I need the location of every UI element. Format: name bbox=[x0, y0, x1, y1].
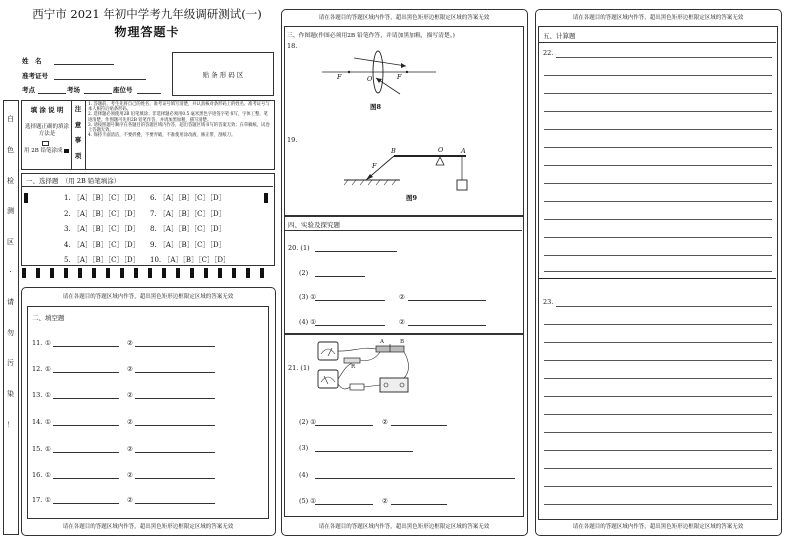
q21-3-label: (3) bbox=[299, 444, 309, 452]
boundary-note-top: 请在各题目的答题区域内作答，超出黑色矩形边框限定区域的答案无效 bbox=[62, 294, 234, 300]
q20-4-b-label: ② bbox=[399, 318, 405, 326]
choice-question[interactable] bbox=[150, 253, 230, 269]
side-char: 污 bbox=[7, 359, 14, 368]
answer-line[interactable] bbox=[544, 486, 772, 487]
bubbles[interactable]: ［A］［B］［C］［D］ bbox=[158, 194, 226, 202]
answer-line[interactable] bbox=[544, 324, 772, 325]
bubbles[interactable]: ［A］［B］［C］［D］ bbox=[72, 209, 140, 218]
answer-line[interactable] bbox=[544, 75, 772, 76]
fill-blank-2[interactable] bbox=[135, 346, 215, 347]
experiment-title: 四、实验及探究题 bbox=[288, 221, 340, 229]
choice-question[interactable] bbox=[150, 191, 230, 207]
timing-bar bbox=[78, 268, 82, 278]
side-char: 测 bbox=[7, 207, 14, 216]
choice-question[interactable] bbox=[64, 238, 140, 254]
q-num: 1. bbox=[64, 194, 71, 202]
exam-title: 西宁市 2021 年初中学考九年级调研测试(一) bbox=[32, 7, 262, 21]
boundary-note-bottom: 请在各题目的答题区域内作答，超出黑色矩形边框限定区域的答案无效 bbox=[572, 524, 744, 530]
hatch bbox=[344, 180, 348, 185]
fill-blank-2[interactable] bbox=[135, 478, 215, 479]
answer-line[interactable] bbox=[556, 57, 772, 58]
timing-bar bbox=[190, 268, 194, 278]
meter-scale-2 bbox=[321, 377, 335, 382]
q21-2-b-label: ② bbox=[382, 418, 388, 426]
resistor bbox=[344, 358, 360, 363]
wire bbox=[364, 385, 380, 387]
q-num: 2. bbox=[64, 209, 71, 218]
meter-bottom bbox=[318, 370, 338, 388]
fill-blank-1-label: ① bbox=[45, 339, 51, 347]
hatch bbox=[392, 180, 396, 185]
timing-bar bbox=[176, 268, 180, 278]
answer-line[interactable] bbox=[544, 468, 772, 469]
name-field[interactable] bbox=[54, 64, 114, 65]
q20-3-label: (3) ① bbox=[299, 293, 317, 301]
fill-blank-1[interactable] bbox=[53, 398, 119, 399]
experiment-section bbox=[284, 215, 524, 335]
hatch bbox=[368, 180, 372, 185]
timing-mark-left bbox=[24, 193, 28, 203]
side-char: 色 bbox=[7, 145, 14, 154]
q20-1-label: 20. (1) bbox=[288, 244, 310, 252]
incident-ray bbox=[354, 58, 406, 66]
bubbles[interactable]: ［A］［B］［C］［D］ bbox=[72, 256, 140, 264]
fill-blank-1-label: ① bbox=[45, 391, 51, 399]
q20-2-blank[interactable] bbox=[315, 276, 365, 277]
answer-line[interactable] bbox=[544, 219, 772, 220]
timing-bar bbox=[92, 268, 96, 278]
fill-text: 选择题正确的填涂方法是 bbox=[24, 124, 69, 137]
notes-char: 注 bbox=[74, 105, 82, 113]
q22-q23-divider bbox=[538, 278, 776, 279]
card-title: 物理答题卡 bbox=[114, 25, 180, 39]
answer-line[interactable] bbox=[544, 255, 772, 256]
fig9-B: B bbox=[391, 147, 396, 155]
q21-3-blank[interactable] bbox=[315, 451, 413, 452]
answer-line[interactable] bbox=[544, 147, 772, 148]
answer-line[interactable] bbox=[544, 183, 772, 184]
answer-line[interactable] bbox=[544, 504, 772, 505]
note-item: 1. 答题前，考生先将自己的姓名、准考证号填写清楚，并认真核对条形码上的姓名、准考证号与本人相符后贴条形码。 bbox=[88, 102, 270, 113]
side-char: 染 bbox=[7, 390, 14, 399]
choice-question[interactable] bbox=[150, 238, 230, 254]
timing-bar bbox=[204, 268, 208, 278]
answer-line[interactable] bbox=[544, 450, 772, 451]
q-num: 10. bbox=[150, 256, 162, 264]
fill-tool: 用 2B 铅笔涂成 bbox=[24, 148, 63, 154]
fill-section-box bbox=[27, 306, 269, 519]
q-num: 3. bbox=[64, 225, 71, 233]
fill-blank-2-label: ② bbox=[127, 339, 133, 347]
q-num: 5. bbox=[64, 256, 71, 264]
q21-4-label: (4) bbox=[299, 471, 309, 479]
barcode-area bbox=[172, 52, 274, 96]
bubbles[interactable]: ［A］［B］［C］［D］ bbox=[72, 240, 140, 249]
q20-4-blank-1[interactable] bbox=[315, 325, 385, 326]
q22-label: 22. bbox=[543, 49, 554, 57]
circuit-diagram bbox=[316, 340, 412, 402]
fill-q-num: 11. bbox=[32, 339, 43, 347]
fill-title: 填 涂 说 明 bbox=[30, 106, 64, 114]
side-char: 勿 bbox=[7, 328, 14, 337]
choice-question[interactable] bbox=[150, 222, 230, 238]
fig8-F-left: F bbox=[337, 73, 342, 81]
wire bbox=[360, 352, 380, 361]
fill-sample-box bbox=[42, 141, 49, 146]
bubbles[interactable]: ［A］［B］［C］［D］ bbox=[163, 256, 231, 264]
q21-5-b-label: ② bbox=[382, 497, 388, 505]
timing-mark-right bbox=[264, 193, 268, 203]
experiment-title-underline bbox=[284, 230, 522, 231]
ray-arrow-2 bbox=[376, 78, 382, 83]
note-item: 2. 选择题必须使用2B 铅笔填涂；非选择题必须用0.5 毫米黑色字迹签字笔书写，字体工整，笔迹清楚。作图题可先用2B 铅笔作答，并请加黑加粗，描写清楚。 bbox=[88, 112, 268, 123]
fill-blank-1[interactable] bbox=[53, 372, 119, 373]
fill-blank-2-label: ② bbox=[127, 471, 133, 479]
figure-9-lever-diagram bbox=[340, 140, 480, 196]
fill-sample-filled bbox=[64, 149, 69, 153]
side-char: ！ bbox=[7, 420, 14, 429]
q21-4-blank[interactable] bbox=[315, 478, 515, 479]
fill-blank-1-label: ① bbox=[45, 496, 51, 504]
hatch bbox=[384, 180, 388, 185]
answer-line[interactable] bbox=[544, 129, 772, 130]
choice-question[interactable] bbox=[64, 207, 140, 223]
boundary-note-bottom: 请在各题目的答题区域内作答，超出黑色矩形边框限定区域的答案无效 bbox=[318, 524, 490, 530]
choice-question[interactable] bbox=[64, 222, 140, 238]
timing-bar bbox=[22, 268, 26, 278]
fill-q-num: 13. bbox=[32, 391, 43, 399]
wire bbox=[338, 363, 352, 379]
notes-char: 项 bbox=[74, 151, 82, 160]
site-field[interactable] bbox=[38, 93, 66, 94]
hatch bbox=[376, 180, 380, 185]
exam-no-label: 准考证号 bbox=[22, 72, 48, 80]
fill-blank-1[interactable] bbox=[53, 478, 119, 479]
meter-top bbox=[318, 342, 338, 360]
q20-4-label: (4) ① bbox=[299, 318, 317, 326]
q18-label: 18. bbox=[287, 42, 298, 50]
boundary-note-bottom: 请在各题目的答题区域内作答，超出黑色矩形边框限定区域的答案无效 bbox=[62, 524, 234, 530]
wire bbox=[338, 348, 376, 351]
notes-title bbox=[73, 104, 83, 160]
q-num: 9. bbox=[150, 240, 157, 249]
side-char: 请 bbox=[7, 297, 14, 306]
instruction-divider bbox=[71, 100, 72, 170]
timing-bar bbox=[120, 268, 124, 278]
q20-1-blank[interactable] bbox=[315, 251, 397, 252]
q-num: 7. bbox=[150, 209, 157, 218]
focus-right bbox=[406, 71, 408, 73]
timing-bar bbox=[36, 268, 40, 278]
meter-scale bbox=[321, 349, 335, 354]
timing-bar bbox=[134, 268, 138, 278]
answer-line[interactable] bbox=[544, 360, 772, 361]
hatch bbox=[352, 180, 356, 185]
calc-title-underline bbox=[538, 42, 776, 43]
bubbles[interactable]: ［A］［B］［C］［D］ bbox=[72, 194, 140, 202]
name-label: 姓 名 bbox=[22, 57, 42, 65]
bubbles[interactable]: ［A］［B］［C］［D］ bbox=[158, 225, 226, 233]
note-item: 4. 保持卡面清洁，不要折叠，不要弄破，不准使用涂改液、修正带、刮纸刀。 bbox=[88, 133, 236, 139]
choice-col-1 bbox=[64, 191, 140, 269]
wire bbox=[404, 352, 409, 378]
timing-bar bbox=[218, 268, 222, 278]
answer-line[interactable] bbox=[544, 93, 772, 94]
fig9-A: A bbox=[461, 147, 466, 155]
fill-q-num: 14. bbox=[32, 418, 43, 426]
q20-2-label: (2) bbox=[299, 269, 309, 277]
calc-section bbox=[538, 26, 778, 520]
bubbles[interactable]: ［A］［B］［C］［D］ bbox=[158, 240, 226, 249]
q21-5-label: (5) ① bbox=[299, 497, 317, 505]
fill-section-title: 二、填空题 bbox=[32, 314, 65, 322]
seat-label: 座位号 bbox=[113, 86, 133, 94]
note-item: 3. 请按照题号顺序在各题目的答题区域内作答，超出答题区域书写的答案无效；在草稿纸、试卷上答题无效。 bbox=[88, 122, 270, 134]
fill-blank-2-label: ② bbox=[127, 391, 133, 399]
q-num: 8. bbox=[150, 225, 157, 233]
bubbles[interactable]: ［A］［B］［C］［D］ bbox=[72, 225, 140, 233]
wire bbox=[338, 384, 350, 389]
timing-bar bbox=[162, 268, 166, 278]
bubbles[interactable]: ［A］［B］［C］［D］ bbox=[158, 209, 226, 218]
calc-title: 五、计算题 bbox=[543, 32, 576, 40]
answer-line[interactable] bbox=[544, 271, 772, 272]
weight-block bbox=[457, 180, 467, 190]
answer-line[interactable] bbox=[556, 306, 772, 307]
answer-line[interactable] bbox=[544, 165, 772, 166]
notes-list bbox=[88, 102, 271, 138]
q21-5-blank-1[interactable] bbox=[315, 504, 373, 505]
site-label: 考点 bbox=[22, 86, 35, 94]
boundary-note-top: 请在各题目的答题区域内作答，超出黑色矩形边框限定区域的答案无效 bbox=[318, 15, 490, 21]
timing-bar bbox=[260, 268, 264, 278]
fill-blank-1[interactable] bbox=[53, 503, 119, 504]
timing-bar bbox=[106, 268, 110, 278]
notes-divider bbox=[85, 100, 86, 170]
drawing-title: 三、作图题(作图必须用2B 铅笔作答，并请加黑加粗，描写清楚。) bbox=[287, 33, 455, 39]
answer-line[interactable] bbox=[544, 342, 772, 343]
choice-title: 一、选择题 （用 2B 铅笔填涂） bbox=[26, 177, 121, 185]
q21-2-label: (2) ① bbox=[299, 418, 317, 426]
fig9-label: 图9 bbox=[406, 194, 418, 202]
q20-4-blank-2[interactable] bbox=[408, 325, 486, 326]
answer-line[interactable] bbox=[544, 414, 772, 415]
fill-blank-2[interactable] bbox=[135, 452, 215, 453]
answer-line[interactable] bbox=[544, 396, 772, 397]
fig9-F: F bbox=[372, 162, 377, 170]
fill-blank-1-label: ① bbox=[45, 471, 51, 479]
notes-char: 意 bbox=[74, 120, 82, 129]
fill-blank-1[interactable] bbox=[53, 452, 119, 453]
q20-3-blank-2[interactable] bbox=[408, 300, 486, 301]
side-char: · bbox=[9, 267, 12, 276]
fill-blank-2[interactable] bbox=[135, 503, 215, 504]
q19-label: 19. bbox=[287, 136, 298, 144]
q21-2-blank-2[interactable] bbox=[391, 425, 447, 426]
fill-blank-2-label: ② bbox=[127, 445, 133, 453]
choice-title-underline bbox=[21, 186, 273, 187]
choice-question[interactable] bbox=[64, 253, 140, 269]
room-field[interactable] bbox=[84, 93, 112, 94]
notes-char: 事 bbox=[74, 136, 82, 145]
timing-bar bbox=[148, 268, 152, 278]
fill-blank-2[interactable] bbox=[135, 398, 215, 399]
circuit-R: R bbox=[351, 364, 356, 370]
side-strip-text bbox=[3, 114, 18, 430]
fig8-O: O bbox=[367, 75, 373, 83]
choice-question[interactable] bbox=[150, 207, 230, 223]
q23-label: 23. bbox=[543, 298, 554, 306]
side-char: 区 bbox=[7, 238, 14, 247]
timing-bar bbox=[50, 268, 54, 278]
timing-bar bbox=[246, 268, 250, 278]
side-char: 白 bbox=[7, 115, 14, 123]
answer-line[interactable] bbox=[544, 237, 772, 238]
boundary-note-top: 请在各题目的答题区域内作答，超出黑色矩形边框限定区域的答案无效 bbox=[572, 15, 744, 21]
side-char: 检 bbox=[7, 176, 14, 185]
fill-blank-2[interactable] bbox=[135, 425, 215, 426]
fill-blank-1[interactable] bbox=[53, 425, 119, 426]
barcode-label: 贴 条 形 码 区 bbox=[202, 70, 244, 79]
choice-col-2 bbox=[150, 191, 230, 269]
answer-line[interactable] bbox=[544, 111, 772, 112]
seat-field[interactable] bbox=[137, 93, 161, 94]
fill-q-num: 12. bbox=[32, 365, 43, 373]
switch bbox=[350, 384, 364, 390]
fill-blank-2-label: ② bbox=[127, 418, 133, 426]
fill-blank-1[interactable] bbox=[53, 346, 119, 347]
q-num: 4. bbox=[64, 240, 71, 249]
fill-blank-2[interactable] bbox=[135, 372, 215, 373]
fig8-label: 图8 bbox=[370, 103, 382, 111]
circuit-A: A bbox=[380, 339, 384, 345]
hatch bbox=[360, 180, 364, 185]
exam-no-field[interactable] bbox=[54, 79, 146, 80]
q20-3-b-label: ② bbox=[399, 293, 405, 301]
fill-blank-1-label: ① bbox=[45, 445, 51, 453]
q21-2-blank-1[interactable] bbox=[315, 425, 373, 426]
fig9-O: O bbox=[438, 146, 444, 154]
fill-q-num: 17. bbox=[32, 496, 43, 504]
fill-blank-1-label: ① bbox=[45, 418, 51, 426]
timing-bar bbox=[64, 268, 68, 278]
q20-3-blank-1[interactable] bbox=[315, 300, 385, 301]
fulcrum bbox=[436, 157, 444, 165]
q-num: 6. bbox=[150, 194, 157, 202]
q21-5-blank-2[interactable] bbox=[391, 504, 447, 505]
answer-line[interactable] bbox=[544, 432, 772, 433]
fill-blank-2-label: ② bbox=[127, 365, 133, 373]
fig8-F-right: F bbox=[397, 73, 402, 81]
fill-blank-1-label: ① bbox=[45, 365, 51, 373]
answer-line[interactable] bbox=[544, 378, 772, 379]
circuit-B: B bbox=[400, 339, 405, 345]
fill-q-num: 15. bbox=[32, 445, 43, 453]
focus-left bbox=[348, 71, 350, 73]
choice-question[interactable] bbox=[64, 191, 140, 207]
timing-bar bbox=[232, 268, 236, 278]
fill-q-num: 16. bbox=[32, 471, 43, 479]
fill-blank-2-label: ② bbox=[127, 496, 133, 504]
room-label: 考场 bbox=[67, 86, 80, 94]
answer-line[interactable] bbox=[544, 201, 772, 202]
q21-1-label: 21. (1) bbox=[288, 364, 310, 372]
